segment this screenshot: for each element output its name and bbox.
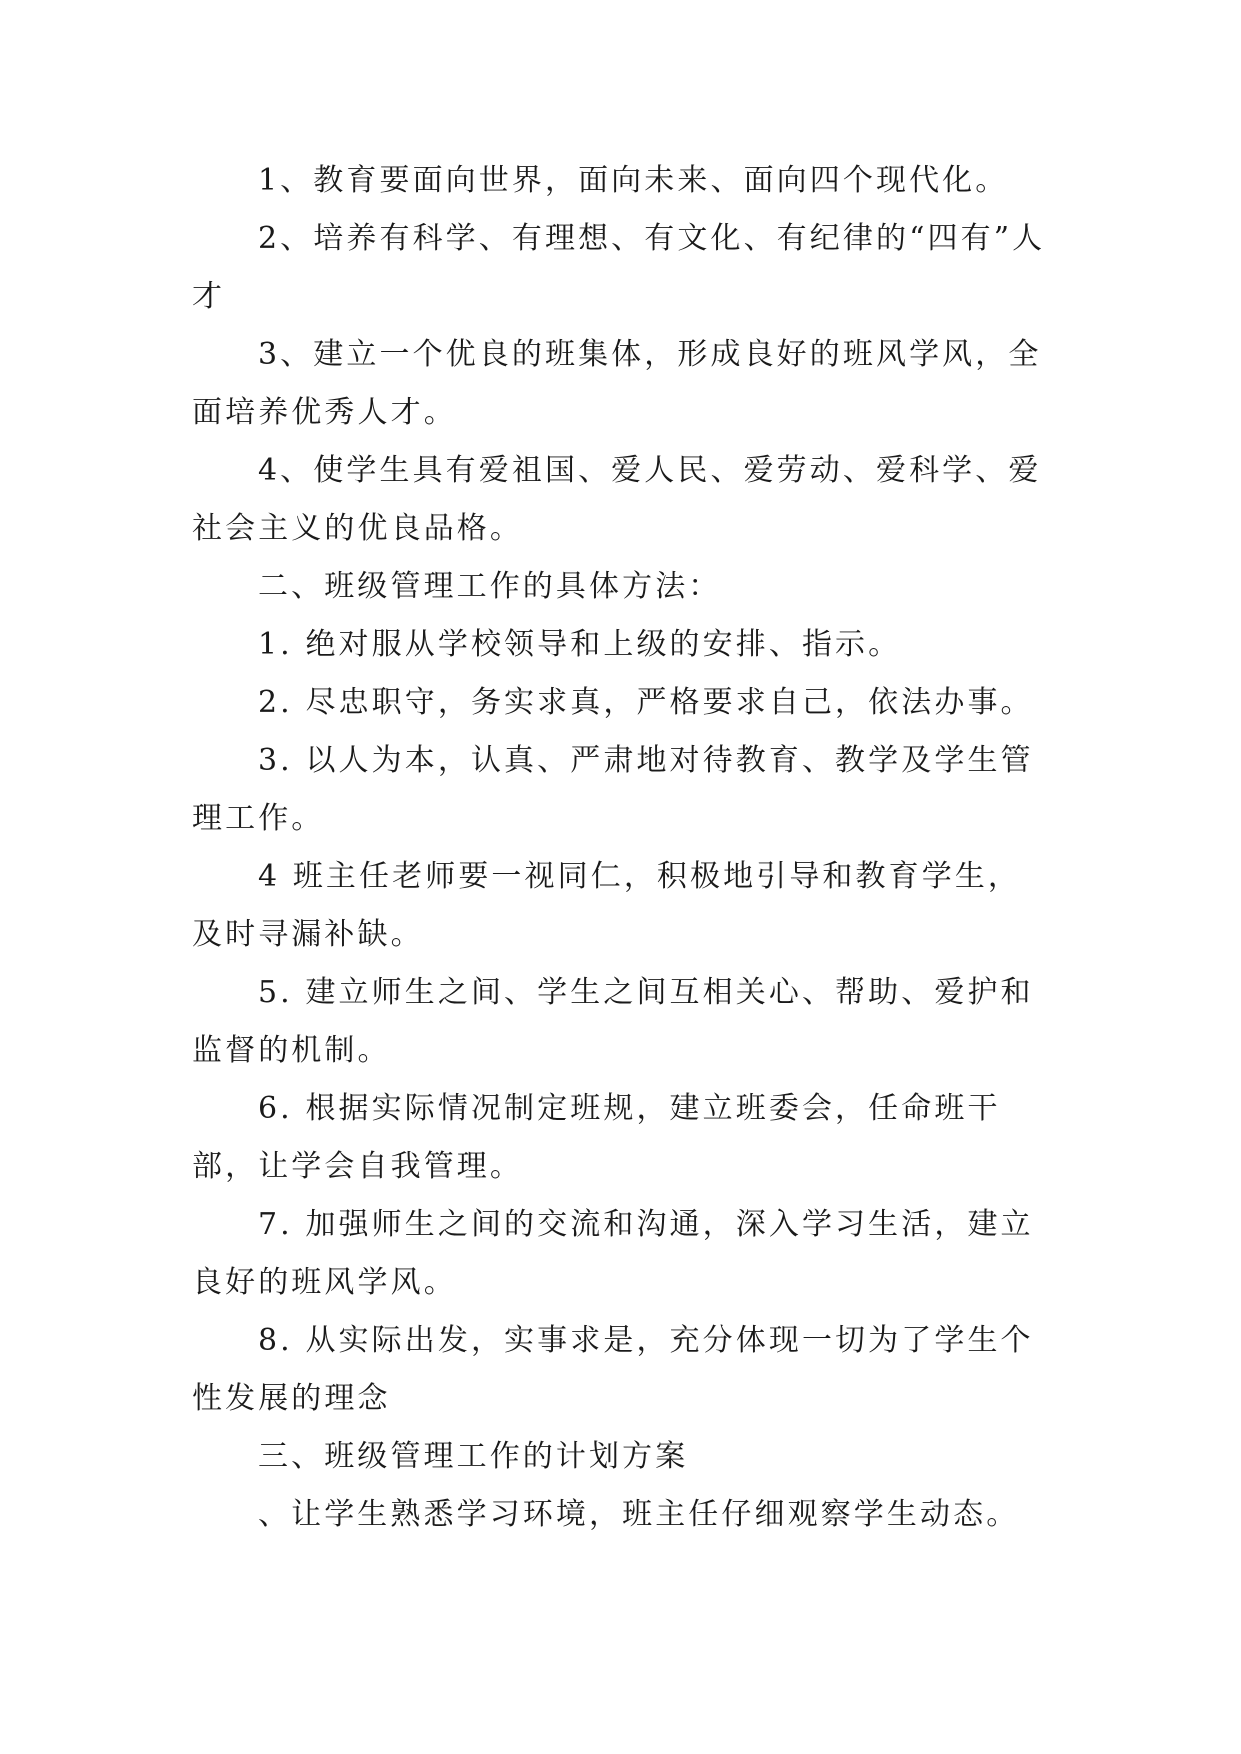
plan-item-1: 、让学生熟悉学习环境，班主任仔细观察学生动态。 [258, 1497, 1020, 1532]
section-heading-plan: 三、班级管理工作的计划方案 [258, 1439, 689, 1474]
method-item-5: 5. 建立师生之间、学生之间互相关心、帮助、爱护和监督的机制。 [192, 975, 1034, 1068]
goal-item-3: 3、建立一个优良的班集体，形成良好的班风学风，全面培养优秀人才。 [192, 337, 1042, 430]
goal-item-2: 2、培养有科学、有理想、有文化、有纪律的“四有”人才 [192, 221, 1046, 314]
method-item-8: 8. 从实际出发，实事求是，充分体现一切为了学生个性发展的理念 [192, 1323, 1034, 1416]
method-item-2: 2. 尽忠职守，务实求真，严格要求自己，依法办事。 [258, 685, 1034, 720]
method-item-1: 1. 绝对服从学校领导和上级的安排、指示。 [258, 627, 902, 662]
method-item-6: 6. 根据实际情况制定班规，建立班委会，任命班干部，让学会自我管理。 [192, 1091, 1001, 1184]
section-heading-methods: 二、班级管理工作的具体方法： [258, 569, 722, 604]
goal-item-4: 4、使学生具有爱祖国、爱人民、爱劳动、爱科学、爱社会主义的优良品格。 [192, 453, 1042, 546]
method-item-4: 4 班主任老师要一视同仁，积极地引导和教育学生，及时寻漏补缺。 [192, 859, 1022, 952]
goal-item-1: 1、教育要面向世界，面向未来、面向四个现代化。 [258, 163, 1009, 198]
method-item-3: 3. 以人为本，认真、严肃地对待教育、教学及学生管理工作。 [192, 743, 1034, 836]
method-item-7: 7. 加强师生之间的交流和沟通，深入学习生活，建立良好的班风学风。 [192, 1207, 1034, 1300]
document-body [192, 152, 1050, 1544]
